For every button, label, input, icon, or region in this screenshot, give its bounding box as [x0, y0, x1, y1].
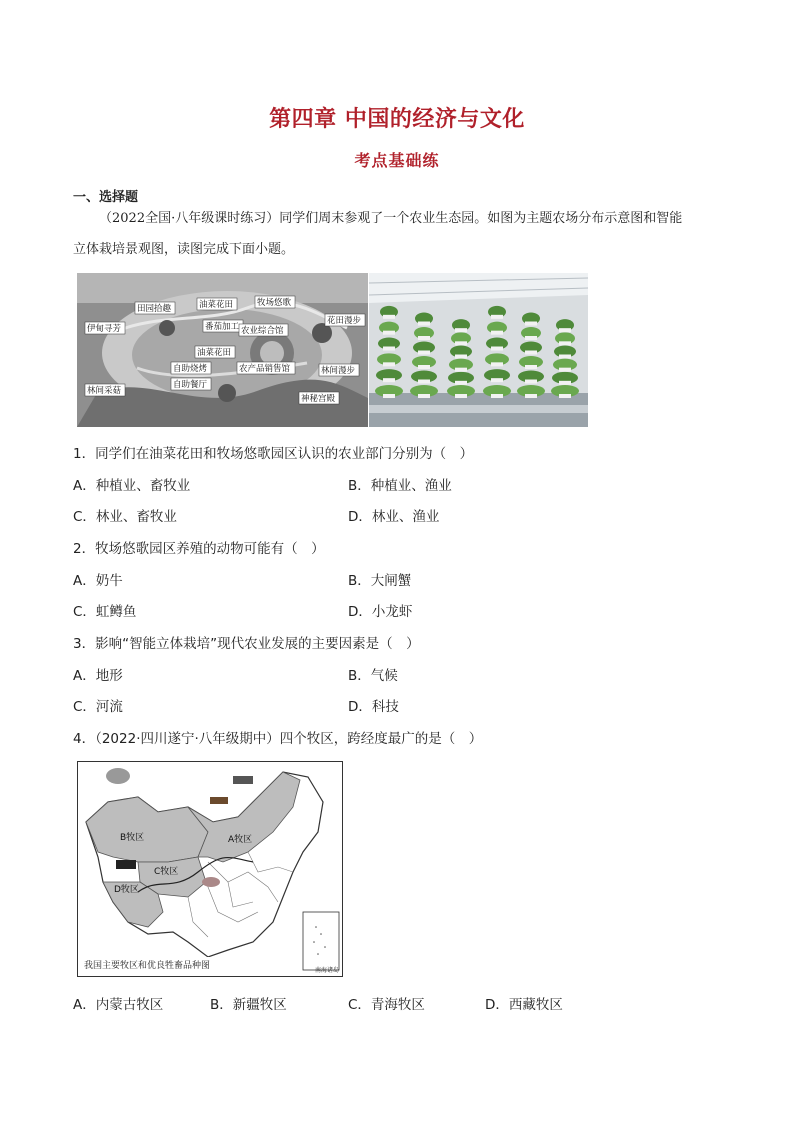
china-map-illustration [78, 762, 342, 976]
plant-pot [559, 381, 571, 385]
q1-option-b[interactable]: B．种植业、渔业 [348, 478, 452, 494]
plant-pot [525, 336, 537, 340]
plant-pot [418, 380, 430, 384]
plant-pot [491, 331, 503, 335]
question-2-stem: 2．牧场悠歌园区养殖的动物可能有（ ） [73, 541, 325, 557]
question-1-stem: 1．同学们在油菜花田和牧场悠歌园区认识的农业部门分别为（ ） [73, 446, 474, 462]
plant-pot [455, 381, 467, 385]
plant-pot [383, 362, 395, 366]
section-heading: 一、选择题 [73, 190, 139, 205]
farm-label: 农业综合馆 [241, 326, 284, 336]
sheep-icon [106, 768, 130, 784]
map-caption: 我国主要牧区和优良牲畜品种图 [82, 957, 212, 972]
goat-icon [202, 877, 220, 887]
farm-label: 牧场悠歌 [257, 298, 292, 308]
plant-pot [455, 368, 467, 372]
intro-line-1: （2022全国·八年级课时练习）同学们周末参观了一个农业生态园。如图为主题农场分布示意图和智能 [99, 211, 683, 226]
plant-pot [525, 394, 537, 398]
chapter-subtitle: 考点基础练 [354, 151, 440, 170]
farm-map-illustration [77, 273, 368, 427]
q4-option-b[interactable]: B．新疆牧区 [210, 997, 287, 1013]
plant-pot [455, 341, 467, 345]
q3-option-c[interactable]: C．河流 [73, 699, 123, 715]
q3-option-a[interactable]: A．地形 [73, 668, 123, 684]
plant-pot [559, 368, 571, 372]
yak-icon [116, 860, 136, 869]
plant-pot [418, 365, 430, 369]
farm-label: 林间采菇 [87, 386, 122, 396]
farm-map-figure [77, 273, 368, 427]
farm-label: 神秘宫殿 [301, 394, 336, 404]
farm-label: 油菜花田 [199, 300, 234, 310]
vertical-cultivation-illustration [369, 273, 588, 427]
q4-option-d[interactable]: D．西藏牧区 [485, 997, 563, 1013]
plant-pot [418, 394, 430, 398]
farm-label: 农产品销售馆 [239, 364, 291, 374]
plant-pot [491, 362, 503, 366]
plant-pot [559, 394, 571, 398]
horse-icon [210, 797, 228, 804]
plant-pot [383, 394, 395, 398]
q4-option-a[interactable]: A．内蒙古牧区 [73, 997, 164, 1013]
plant-pot [559, 328, 571, 332]
plant-pot [525, 322, 537, 326]
plant-pot [418, 336, 430, 340]
farm-label: 自助餐厅 [173, 380, 208, 390]
plant-pot [455, 355, 467, 359]
plant-pot [559, 341, 571, 345]
plant-pot [418, 322, 430, 326]
pastoral-region-label: D牧区 [114, 885, 139, 895]
plant-pot [491, 378, 503, 382]
q2-option-b[interactable]: B．大闸蟹 [348, 573, 412, 589]
farm-label: 田园拾趣 [137, 304, 172, 314]
farm-label: 花田漫步 [327, 316, 362, 326]
chapter-title: 第四章 中国的经济与文化 [269, 107, 525, 132]
plant-pot [455, 394, 467, 398]
plant-pot [418, 351, 430, 355]
pastoral-region-label: B牧区 [120, 833, 145, 843]
q3-option-d[interactable]: D．科技 [348, 699, 399, 715]
farm-label: 自助烧烤 [173, 364, 208, 374]
q1-option-c[interactable]: C．林业、畜牧业 [73, 509, 177, 525]
question-3-stem: 3．影响“智能立体栽培”现代农业发展的主要因素是（ ） [73, 636, 420, 652]
plant-pot [525, 365, 537, 369]
pastoral-region-label: A牧区 [228, 835, 253, 845]
intro-line-2: 立体栽培景观图，读图完成下面小题。 [73, 242, 295, 257]
pastoral-region-label: C牧区 [154, 867, 179, 877]
plant-pot [383, 378, 395, 382]
plant-pot [383, 315, 395, 319]
farm-label: 伊甸寻芳 [87, 324, 122, 334]
q3-option-b[interactable]: B．气候 [348, 668, 398, 684]
q1-option-d[interactable]: D．林业、渔业 [348, 509, 440, 525]
plant-pot [455, 328, 467, 332]
farm-label: 林间漫步 [321, 366, 356, 376]
south-sea-inset-label: 南海诸岛 [314, 967, 339, 974]
plant-pot [383, 331, 395, 335]
plant-pot [559, 355, 571, 359]
q4-option-c[interactable]: C．青海牧区 [348, 997, 425, 1013]
plant-pot [491, 315, 503, 319]
plant-pot [491, 394, 503, 398]
q2-option-c[interactable]: C．虹鳟鱼 [73, 604, 137, 620]
q2-option-d[interactable]: D．小龙虾 [348, 604, 413, 620]
plant-pot [525, 351, 537, 355]
farm-label: 番茄加工 [205, 322, 240, 332]
greenhouse-photo [369, 273, 588, 427]
farm-label: 油菜花田 [197, 348, 232, 358]
cattle-icon [233, 776, 253, 784]
inset-frame [303, 912, 339, 970]
plant-pot [491, 347, 503, 351]
q2-option-a[interactable]: A．奶牛 [73, 573, 123, 589]
china-pastoral-map [77, 761, 343, 977]
question-4-stem: 4．（2022·四川遂宁·八年级期中）四个牧区，跨经度最广的是（ ） [73, 731, 483, 747]
plant-pot [525, 380, 537, 384]
q1-option-a[interactable]: A．种植业、畜牧业 [73, 478, 191, 494]
plant-pot [383, 347, 395, 351]
